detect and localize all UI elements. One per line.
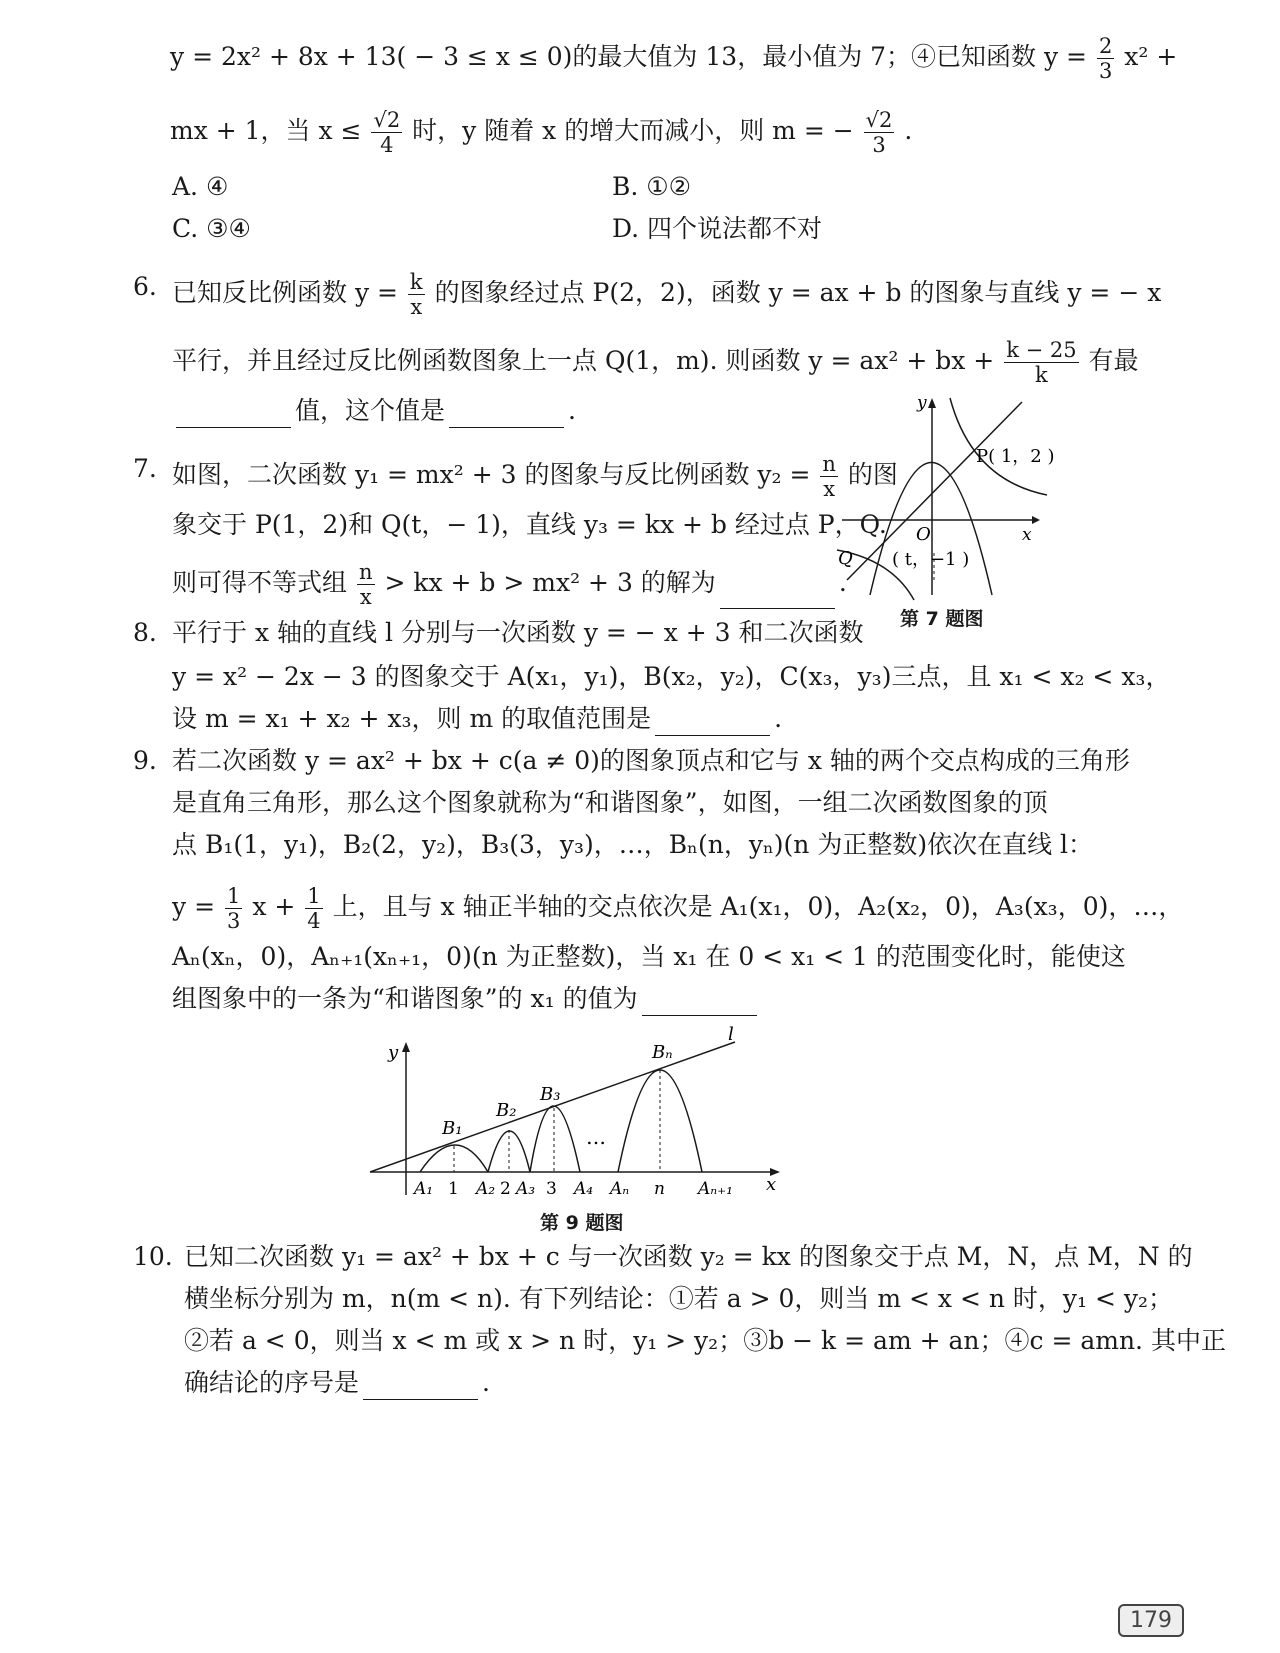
q6-number: 6. (133, 272, 157, 301)
q6-line-1: 已知反比例函数 y = $\frac{k}{x}$ 的图象经过点 P(2，2)，函数 y = ax + b 的图象与直线 y = − x (172, 270, 1162, 319)
q10-line-1: 已知二次函数 y₁ = ax² + bx + c 与一次函数 y₂ = kx 的图象交于点 M，N，点 M，N 的 (184, 1242, 1193, 1271)
q9-line-6: 组图象中的一条为“和谐图象”的 x₁ 的值为 (172, 982, 761, 1016)
q5-option-a: A. ④ (172, 172, 229, 201)
fig9-a2-label: A₂ (476, 1179, 496, 1199)
fig9-tick-1: 1 (448, 1179, 459, 1199)
fig9-tick-2: 2 (500, 1179, 511, 1199)
fig9-b1-label: B₁ (442, 1118, 463, 1139)
q9-line-1: 若二次函数 y = ax² + bx + c(a ≠ 0)的图象顶点和它与 x 轴的两个交点构成的三角形 (172, 746, 1130, 775)
q6-line-3: 值，这个值是 . (172, 394, 576, 428)
fig9-y-label: y (388, 1042, 399, 1063)
fig7-point-p-label: P( 1，2 ) (976, 446, 1055, 467)
q9-line-2: 是直角三角形，那么这个图象就称为“和谐图象”，如图，一组二次函数图象的顶 (172, 788, 1048, 817)
q7-number: 7. (133, 454, 157, 483)
answer-blank[interactable] (363, 1375, 478, 1400)
q10-line-2: 横坐标分别为 m，n(m < n). 有下列结论：①若 a > 0，则当 m < x < n 时，y₁ < y₂； (184, 1284, 1174, 1313)
q8-line-3: 设 m = x₁ + x₂ + x₃，则 m 的取值范围是 . (172, 702, 782, 736)
fig9-bn-label: Bₙ (652, 1042, 673, 1063)
q9-line-3: 点 B₁(1，y₁)，B₂(2，y₂)，B₃(3，y₃)，…，Bₙ(n，yₙ)(n 为正整数)依次在直线 l： (172, 830, 1094, 859)
q6-line-2: 平行，并且经过反比例函数图象上一点 Q(1，m). 则函数 y = ax² + bx + $\frac{k - 25}{k}$ 有最 (172, 338, 1139, 387)
figure-9-graph (360, 1020, 790, 1205)
q7-line-2: 象交于 P(1，2)和 Q(t，− 1)，直线 y₃ = kx + b 经过点 P，Q. (172, 510, 887, 539)
q5-option-d: D. 四个说法都不对 (612, 214, 823, 243)
fraction-root2-over-4: $\frac{√2}{4}$ (373, 108, 401, 157)
answer-blank[interactable] (655, 711, 770, 736)
figure-7-caption: 第 7 题图 (900, 608, 984, 630)
fig9-b3-label: B₃ (540, 1084, 561, 1105)
q10-line-3: ②若 a < 0，则当 x < m 或 x > n 时，y₁ > y₂；③b − k = am + an；④c = amn. 其中正 (184, 1326, 1226, 1355)
q5-line-1: y = 2x² + 8x + 13( − 3 ≤ x ≤ 0)的最大值为 13，最小值为 7；④已知函数 y = $\frac{2}{3}$ x² + (170, 34, 1178, 83)
figure-7-graph (832, 390, 1072, 605)
q9-number: 9. (133, 746, 157, 775)
q9-line-5: Aₙ(xₙ，0)，Aₙ₊₁(xₙ₊₁，0)(n 为正整数)，当 x₁ 在 0 < x₁ < 1 的范围变化时，能使这 (172, 942, 1126, 971)
fraction-one-third: $\frac{1}{3}$ (226, 884, 241, 933)
fraction-k-over-x: $\frac{k}{x}$ (409, 270, 423, 319)
q5-line-2: mx + 1，当 x ≤ $\frac{√2}{4}$ 时，y 随着 x 的增大而减小，则 m = − $\frac{√2}{3}$ . (170, 108, 913, 157)
fig9-tick-3: 3 (546, 1179, 557, 1199)
fig9-an-label: Aₙ (610, 1179, 630, 1199)
fig7-point-q-label: Q (838, 548, 853, 569)
answer-blank[interactable] (720, 584, 835, 609)
fig9-a3-label: A₃ (516, 1179, 536, 1199)
q10-line-4: 确结论的序号是 . (184, 1366, 490, 1400)
fraction-n-over-x: $\frac{n}{x}$ (358, 560, 373, 609)
fraction-one-quarter: $\frac{1}{4}$ (307, 884, 321, 933)
q10-number: 10. (133, 1242, 173, 1271)
fig7-x-label: x (1022, 525, 1032, 545)
fig9-b2-label: B₂ (496, 1100, 517, 1121)
fig9-line-l-label: l (728, 1024, 734, 1045)
page-number: 179 (1118, 1604, 1184, 1637)
q7-line-1: 如图，二次函数 y₁ = mx² + 3 的图象与反比例函数 y₂ = $\frac{n}{x}$ 的图 (172, 452, 898, 501)
answer-blank[interactable] (449, 403, 564, 428)
q5-option-c: C. ③④ (172, 214, 251, 243)
fig9-dots: … (586, 1125, 606, 1149)
q9-line-4: y = $\frac{1}{3}$ x + $\frac{1}{4}$ 上，且与 x 轴正半轴的交点依次是 A₁(x₁，0)，A₂(x₂，0)，A₃(x₃，0)，…， (172, 884, 1184, 933)
fig7-point-t-label: ( t，−1 ) (892, 549, 970, 570)
fraction-n-over-x: $\frac{n}{x}$ (822, 452, 836, 501)
q8-number: 8. (133, 618, 157, 647)
q8-line-1: 平行于 x 轴的直线 l 分别与一次函数 y = − x + 3 和二次函数 (172, 618, 864, 647)
q7-line-3: 则可得不等式组 $\frac{n}{x}$ > kx + b > mx² + 3 的解为 . (172, 560, 847, 609)
q8-line-2: y = x² − 2x − 3 的图象交于 A(x₁，y₁)，B(x₂，y₂)，C(x₃，y₃)三点，且 x₁ < x₂ < x₃， (172, 662, 1171, 691)
fig9-tick-n: n (654, 1179, 665, 1199)
fig7-origin-label: O (916, 524, 931, 545)
fraction-k-minus-25-over-k: $\frac{k - 25}{k}$ (1006, 338, 1077, 387)
fig9-a1-label: A₁ (414, 1179, 434, 1199)
q5-option-b: B. ①② (612, 172, 692, 201)
fraction-root2-over-3: $\frac{√2}{3}$ (865, 108, 893, 157)
answer-blank[interactable] (176, 403, 291, 428)
answer-blank[interactable] (642, 991, 757, 1016)
fig9-x-label: x (766, 1174, 777, 1195)
figure-9-caption: 第 9 题图 (540, 1212, 624, 1234)
fig7-y-label: y (917, 393, 927, 413)
fig9-a4-label: A₄ (574, 1179, 594, 1199)
fraction-two-thirds: $\frac{2}{3}$ (1098, 34, 1113, 83)
fig9-an1-label: Aₙ₊₁ (698, 1179, 733, 1199)
